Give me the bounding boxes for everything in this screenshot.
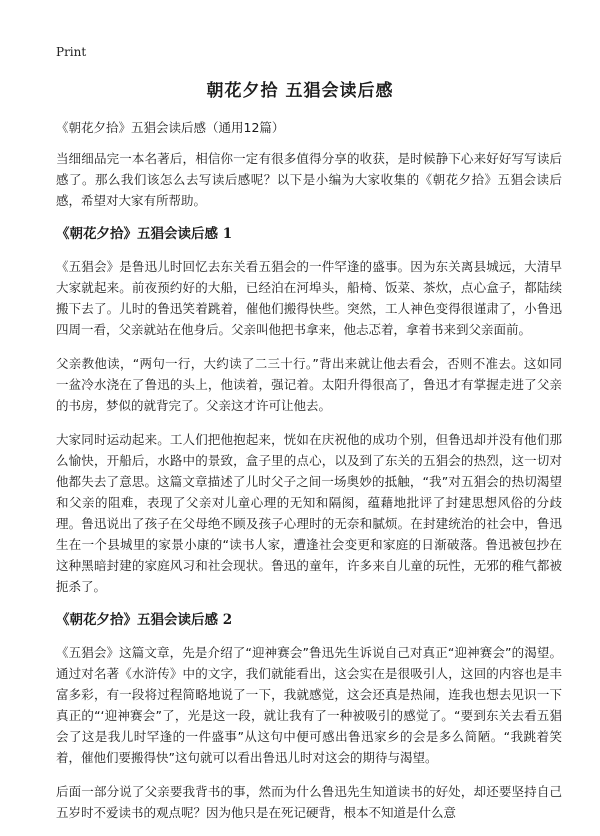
print-link[interactable]: Print bbox=[56, 45, 87, 59]
intro-paragraph: 当细细品完一本名著后，相信你一定有很多值得分享的收获，是时候静下心来好好写写读后感了。那么我们该怎么去写读后感呢？以下是小编为大家收集的《朝花夕拾》五猖会读后感，希望对大家有所帮助。 bbox=[56, 151, 562, 208]
page-title: 朝花夕拾 五猖会读后感 bbox=[206, 81, 394, 101]
document-subtitle: 《朝花夕拾》五猖会读后感（通用12篇） bbox=[56, 120, 285, 135]
section-2-paragraph-2: 后面一部分说了父亲要我背书的事，然而为什么鲁迅先生知道读书的好处，却还要坚持自己五岁时不爱读书的观点呢？因为他只是在死记硬背，根本不知道是什么意 bbox=[56, 784, 562, 820]
section-1-paragraph-2: 父亲教他读，“两句一行，大约读了二三十行。”背出来就让他去看会，否则不准去。这如同一盆冷水浇在了鲁迅的头上，他读着，强记着。太阳升得很高了，鲁迅才有掌握走进了父亲的书房，梦似的就背完了。父亲这才许可让他去。 bbox=[56, 356, 562, 413]
section-1-paragraph-3: 大家同时运动起来。工人们把他抱起来，恍如在庆祝他的成功个别，但鲁迅却并没有他们那么愉快，开船后，水路中的景致，盒子里的点心，以及到了东关的五猖会的热烈，这一切对他都失去了意思。这篇文章描述了儿时父子之间一场奥妙的抵触，“我”对五猖会的热切渴望和父亲的阻难，表现了父亲对儿童心理的无知和隔阂，蕴藉地批评了封建思想风俗的分歧理。鲁迅说出了孩子在父母绝不顾及孩子心理时的无奈和腻烦。在封建统治的社会中，鲁迅生在一个县城里的家景小康的“读书人家，遭逢社会变更和家庭的日渐破落。鲁迅被包抄在这种黑暗封建的家庭风习和社会现状。鲁迅的童年，许多来自儿童的玩性，无邪的稚气都被扼杀了。 bbox=[56, 432, 562, 594]
section-heading-1: 《朝花夕拾》五猖会读后感 1 bbox=[56, 226, 233, 242]
section-1-paragraph-1: 《五猖会》是鲁迅儿时回忆去东关看五猖会的一件罕逢的盛事。因为东关离县城远，大清早大家就起来。前夜预约好的大船，已经泊在河埠头，船椅、饭菜、茶炊，点心盒子，都陆续搬下去了。儿时的鲁迅笑着跳着，催他们搬得快些。突然，工人神色变得很谨肃了，小鲁迅四周一看，父亲就站在他身后。父亲叫他把书拿来，他忐忑着，拿着书来到父亲面前。 bbox=[56, 259, 562, 337]
section-2-paragraph-1: 《五猖会》这篇文章，先是介绍了“迎神赛会”鲁迅先生诉说自己对真正“迎神赛会”的渴望。通过对名著《水浒传》中的文字，我们就能看出，这会实在是很吸引人，这回的内容也是丰富多彩，有一段将过程简略地说了一下，我就感觉，这会还真是热闹，连我也想去见识一下真正的“‘迎神赛会”了，光是这一段，就让我有了一种被吸引的感觉了。“要到东关去看五猖会了这是我儿时罕逢的一件盛事”从这句中便可感出鲁迅家乡的会是多么简陋。“我跳着笑着，催他们要搬得快”这句就可以看出鲁迅儿时对这会的期待与渴望。 bbox=[56, 645, 562, 765]
document-body bbox=[56, 148, 562, 836]
section-heading-2: 《朝花夕拾》五猖会读后感 2 bbox=[56, 612, 233, 628]
